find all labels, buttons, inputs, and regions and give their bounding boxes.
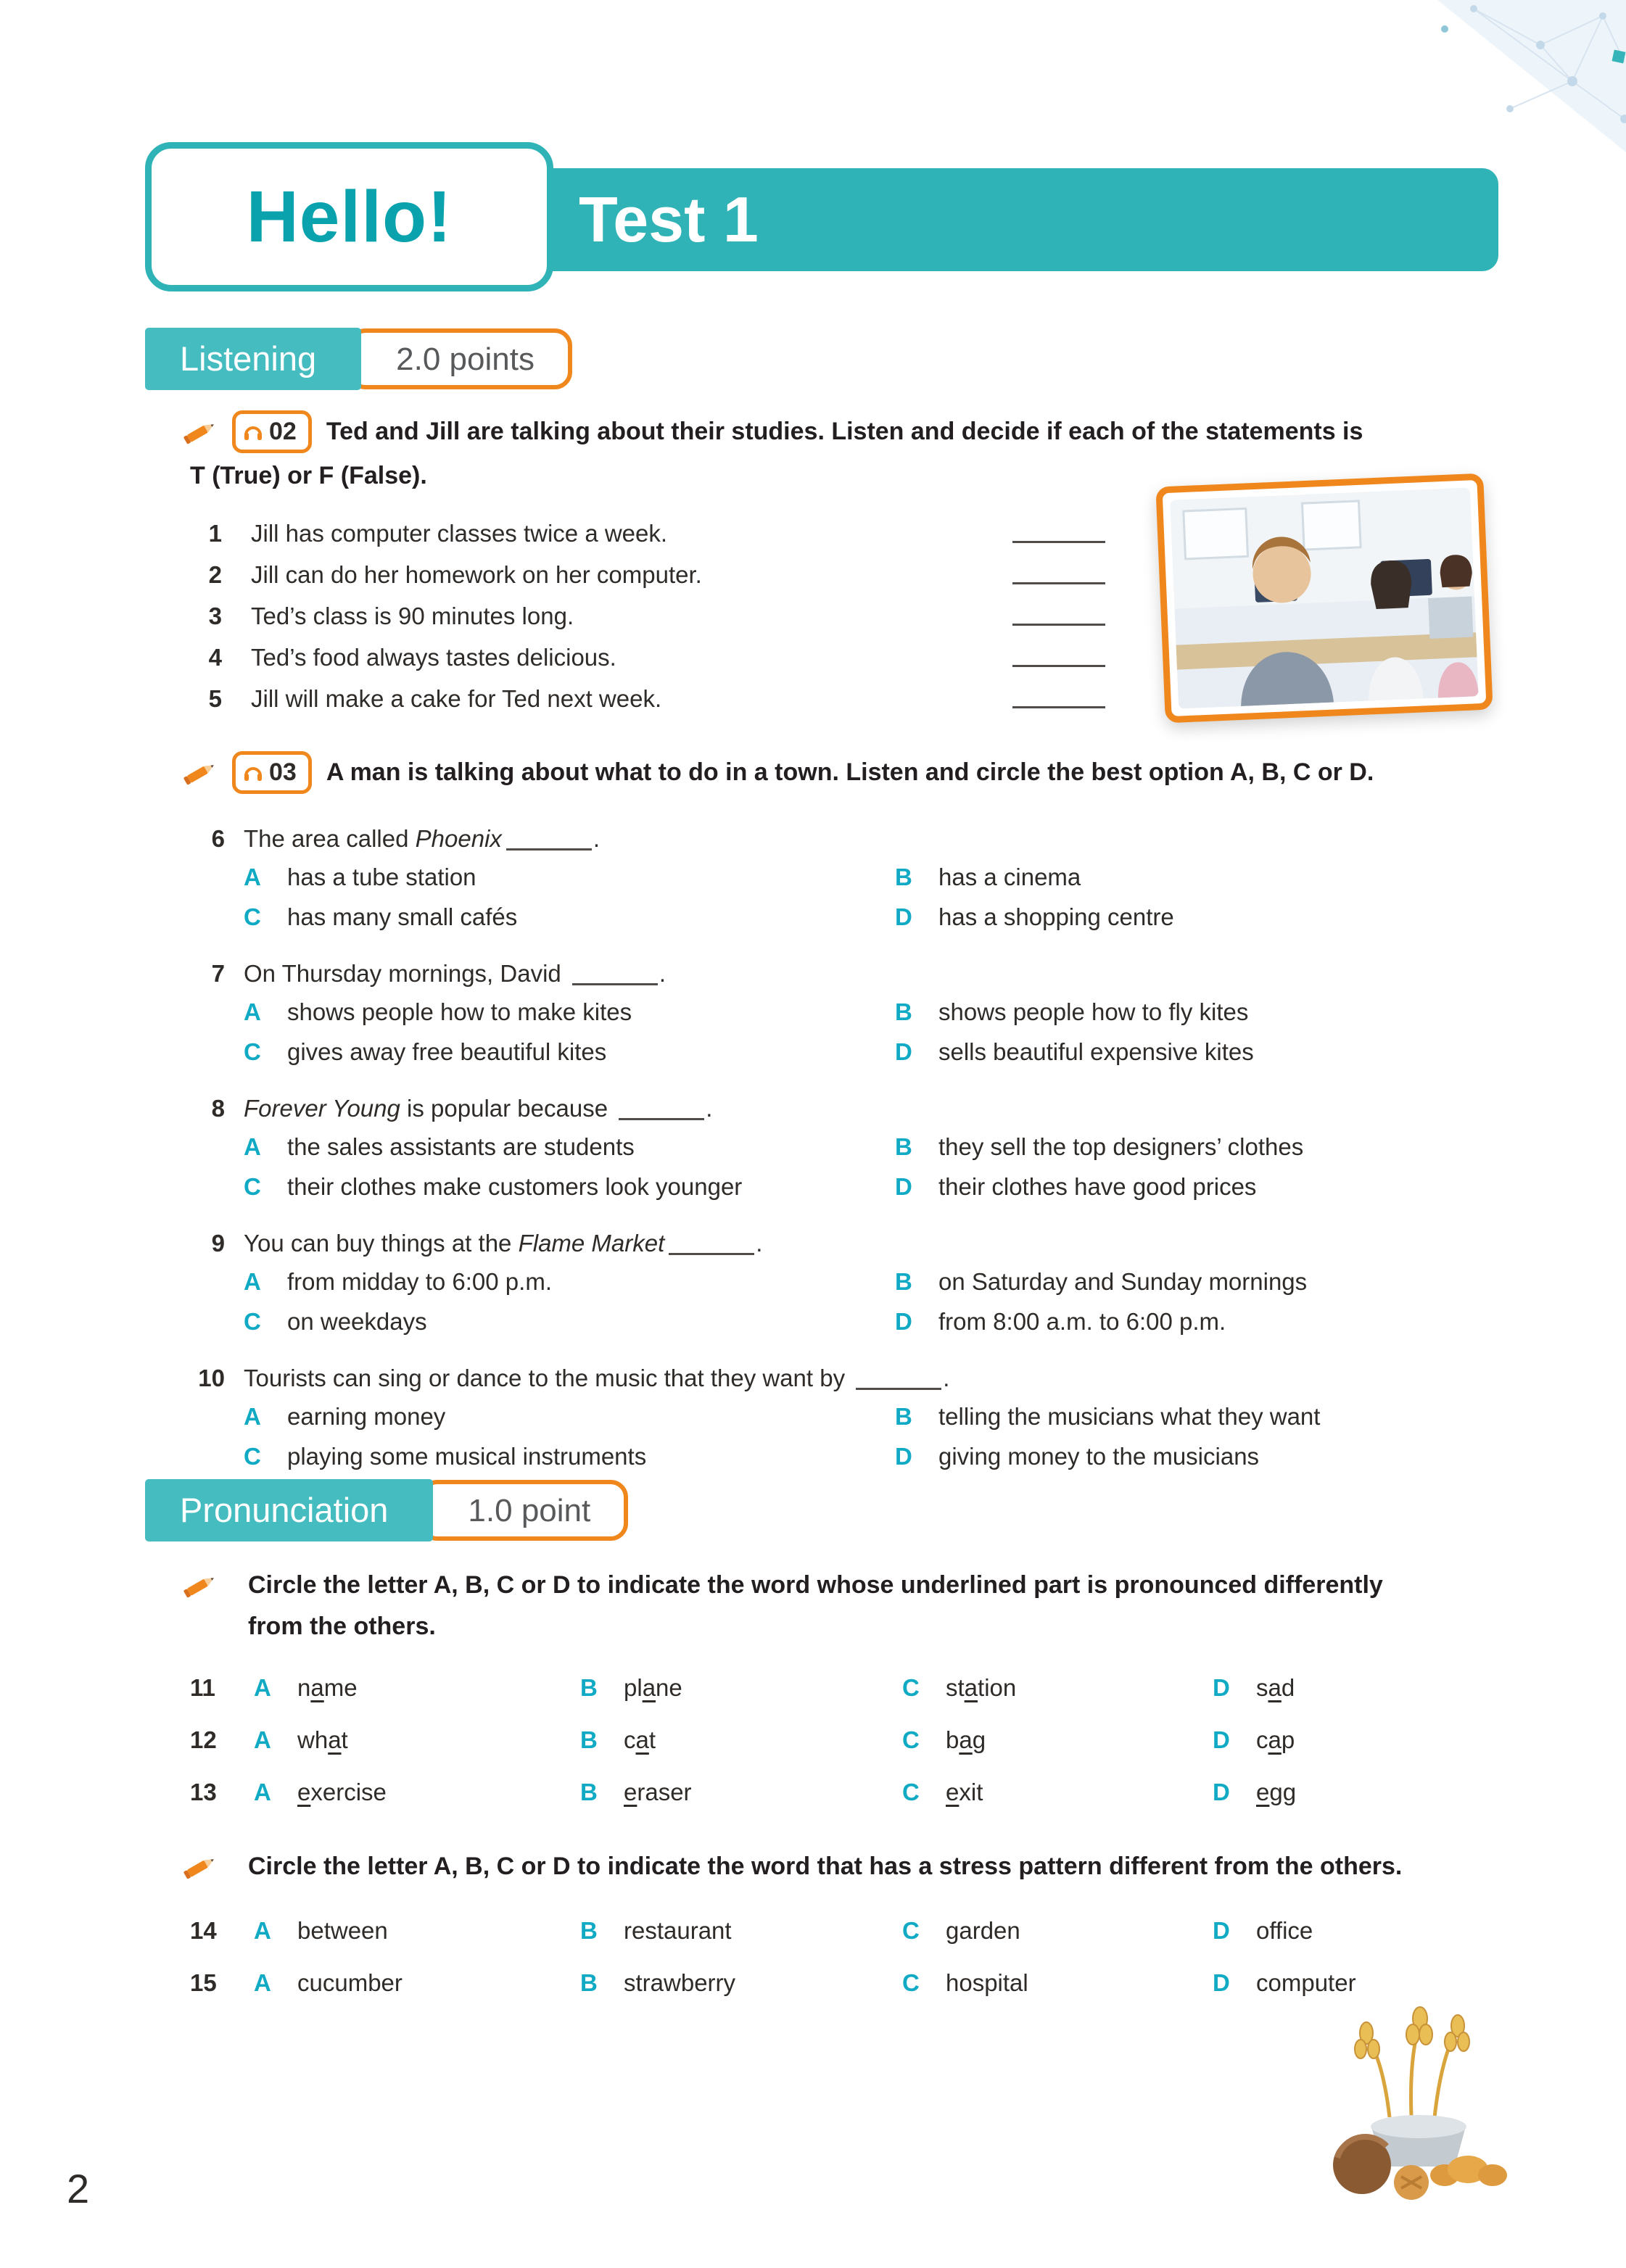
option [895,1439,1530,1474]
option [244,899,895,935]
option-text: playing some musical instruments [287,1442,647,1470]
answer-blank [1012,706,1105,708]
option-letter: B [895,1402,912,1430]
item-text: Ted’s food always tastes delicious. [251,643,616,671]
option-word: station [946,1673,1017,1701]
page-number: 2 [67,2166,90,2211]
section-title-listening: Listening [145,328,361,390]
option-text: on weekdays [287,1307,427,1335]
option [902,1968,1213,1998]
option-text: on Saturday and Sunday mornings [938,1267,1308,1295]
option-letter: A [254,1779,271,1805]
option-letter: D [1213,1673,1230,1701]
answer-blank [1012,541,1105,543]
item-number: 11 [190,1673,215,1701]
answer-blank [619,1118,704,1120]
option-word: what [297,1726,348,1753]
option-letter: C [902,1779,920,1805]
task3-instruction-line2: from the others. [248,1613,436,1640]
option-text: shows people how to fly kites [938,998,1249,1025]
option [244,1304,895,1339]
option [580,1968,902,1998]
option [244,1034,895,1069]
pron-item [190,1725,1530,1755]
option-letter: D [1213,1726,1230,1753]
option [244,994,895,1030]
question-number: 6 [211,824,225,852]
pron-item [190,1777,1530,1807]
question-number: 8 [211,1094,225,1122]
pron-item [190,1916,1530,1945]
item-text: Jill will make a cake for Ted next week. [251,684,662,712]
option-letter: A [254,1726,271,1753]
option-letter: B [895,863,912,890]
option-letter: D [895,1172,912,1200]
pronunciation-section-header [145,1479,628,1541]
option-letter: B [895,998,912,1025]
question [181,819,1530,935]
question-number: 10 [198,1364,225,1391]
question [181,1223,1530,1339]
pronunciation-points-badge: 1.0 point [420,1480,628,1541]
question [181,953,1530,1069]
task1-instruction-line2: T (True) or F (False). [190,461,427,489]
headphones-icon [243,763,263,782]
option-letter: A [254,1917,271,1944]
option-text: their clothes make customers look younger [287,1172,743,1200]
option [244,1399,895,1434]
tf-item [190,678,1105,719]
answer-blank [1012,665,1105,667]
option [1213,1673,1530,1702]
answer-blank [572,983,658,985]
option-letter: A [254,1673,271,1701]
option [244,1129,895,1164]
mcq-list [181,819,1530,1474]
question-stem [244,1223,762,1264]
option-letter: C [902,1917,920,1944]
test-title: Test 1 [579,183,759,255]
option-letter: D [895,903,912,930]
option-text: their clothes have good prices [938,1172,1257,1200]
answer-blank [856,1388,941,1390]
item-number: 1 [208,519,222,547]
audio-track-badge [232,751,312,794]
option-word: between [297,1917,388,1944]
pronunciation-task-1 [181,1566,1530,1829]
sound-items [190,1673,1530,1808]
item-text: Ted’s class is 90 minutes long. [251,602,574,629]
option-letter: B [580,1779,598,1805]
tf-item [190,554,1105,595]
true-false-list [190,513,1105,719]
option-word: restaurant [624,1917,732,1944]
option-letter: B [895,1133,912,1160]
stem-pre: The area called [244,824,416,852]
option-letter: B [580,1726,598,1753]
stem-end: . [756,1229,763,1257]
item-text: Jill can do her homework on her computer. [251,560,702,588]
option-word: cucumber [297,1969,403,1997]
task1-instruction-line1: Ted and Jill are talking about their studies. Listen and decide if each of the statements is [326,418,1363,445]
option [254,1777,580,1807]
option-letter: D [895,1038,912,1065]
option [1213,1725,1530,1755]
option [895,1264,1530,1299]
answer-blank [506,848,592,850]
tf-item [190,595,1105,637]
option-word: cap [1256,1726,1295,1753]
section-title-pronunciation: Pronunciation [145,1479,433,1541]
question [181,1088,1530,1204]
option-text: earning money [287,1402,446,1430]
option [895,1169,1530,1204]
stem-end: . [943,1364,950,1391]
option-word: computer [1256,1969,1356,1997]
option-letter: B [580,1917,598,1944]
option [895,1304,1530,1339]
option-text: has a shopping centre [938,903,1174,930]
stem-pre: Tourists can sing or dance to the music that they want by [244,1364,852,1391]
option [244,859,895,895]
option-letter: C [244,903,261,930]
option-text: giving money to the musicians [938,1442,1260,1470]
option [895,994,1530,1030]
task4-instruction: Circle the letter A, B, C or D to indicate the word that has a stress pattern different from the others. [248,1852,1403,1880]
pencil-icon [181,1847,219,1885]
pencil-icon [181,753,219,791]
option [895,1399,1530,1434]
option [244,1264,895,1299]
stem-pre: On Thursday mornings, David [244,959,568,987]
option-letter: A [244,1267,261,1295]
option-word: garden [946,1917,1020,1944]
item-number: 15 [190,1969,217,1997]
item-number: 4 [208,643,222,671]
stem-pre: You can buy things at the [244,1229,519,1257]
answer-blank [1012,624,1105,626]
option-word: bag [946,1726,986,1753]
question [181,1358,1530,1474]
option [254,1968,580,1998]
item-number: 5 [208,684,222,712]
stem-italic: Flame Market [518,1229,665,1257]
option-text: sells beautiful expensive kites [938,1038,1254,1065]
option-letter: C [902,1673,920,1701]
question-stem [244,1358,949,1399]
bread-illustration [1303,1992,1535,2210]
option [254,1673,580,1702]
option [244,1439,895,1474]
option-text: from midday to 6:00 p.m. [287,1267,552,1295]
option-word: office [1256,1917,1313,1944]
question-stem [244,1088,712,1129]
audio-track-number: 03 [269,758,297,786]
stem-end: . [593,824,601,852]
option-word: sad [1256,1673,1295,1701]
option-letter: A [244,998,261,1025]
option-word: exercise [297,1779,387,1805]
option-letter: C [244,1307,261,1335]
question-stem [244,819,600,859]
option-letter: A [244,1402,261,1430]
option [254,1725,580,1755]
option-word: egg [1256,1779,1297,1805]
option [895,1034,1530,1069]
option [580,1777,902,1807]
option-letter: B [580,1969,598,1997]
option-letter: B [580,1673,598,1701]
stem-italic: Forever Young [244,1094,400,1122]
headphones-icon [243,422,263,441]
option [580,1673,902,1702]
option-word: cat [624,1726,656,1753]
tf-item [190,637,1105,678]
hello-logo [145,142,553,291]
question-number: 9 [211,1229,225,1257]
listening-points-badge: 2.0 points [348,328,572,389]
stem-mid: is popular because [400,1094,615,1122]
stress-items [190,1916,1530,1998]
option [580,1725,902,1755]
test-title-banner [527,168,1498,271]
option [1213,1777,1530,1807]
option [902,1673,1213,1702]
listening-task-2 [181,751,1530,1493]
option-word: eraser [624,1779,692,1805]
option [1213,1916,1530,1945]
stem-italic: Phoenix [415,824,502,852]
option-letter: D [1213,1917,1230,1944]
option [580,1916,902,1945]
listening-section-header [145,328,572,390]
item-number: 2 [208,560,222,588]
audio-track-badge [232,410,312,453]
question-number: 7 [211,959,225,987]
option-text: has a tube station [287,863,476,890]
item-number: 14 [190,1917,217,1944]
option [895,1129,1530,1164]
option [244,1169,895,1204]
item-number: 12 [190,1726,217,1753]
question-stem [244,953,666,994]
option-letter: C [244,1442,261,1470]
option-letter: B [895,1267,912,1295]
tf-item [190,513,1105,554]
option-text: has many small cafés [287,903,518,930]
option-text: the sales assistants are students [287,1133,635,1160]
option-text: they sell the top designers’ clothes [938,1133,1304,1160]
stem-end: . [706,1094,713,1122]
option-word: name [297,1673,358,1701]
audio-track-number: 02 [269,418,297,445]
option-text: telling the musicians what they want [938,1402,1321,1430]
option-letter: D [1213,1779,1230,1805]
item-text: Jill has computer classes twice a week. [251,519,668,547]
hello-text: Hello! [246,175,453,257]
option [902,1916,1213,1945]
option-letter: C [244,1038,261,1065]
classroom-photo [1155,473,1493,724]
option [902,1777,1213,1807]
option-text: has a cinema [938,863,1081,890]
task2-instruction: A man is talking about what to do in a town. Listen and circle the best option A, B, C or D. [326,758,1374,786]
option-letter: A [244,863,261,890]
option-text: gives away free beautiful kites [287,1038,607,1065]
pencil-icon [181,413,219,450]
option-letter: A [254,1969,271,1997]
item-number: 13 [190,1779,217,1805]
option [254,1916,580,1945]
option [895,899,1530,935]
answer-blank [1012,582,1105,584]
answer-blank [669,1253,754,1255]
option-letter: C [244,1172,261,1200]
option [895,859,1530,895]
item-number: 3 [208,602,222,629]
option [902,1725,1213,1755]
option-text: from 8:00 a.m. to 6:00 p.m. [938,1307,1226,1335]
option-letter: D [895,1442,912,1470]
option-letter: A [244,1133,261,1160]
task3-instruction-line1: Circle the letter A, B, C or D to indicate the word whose underlined part is pronounced differently [248,1570,1383,1599]
option-letter: C [902,1726,920,1753]
option-letter: D [895,1307,912,1335]
option-text: shows people how to make kites [287,998,632,1025]
option-word: hospital [946,1969,1028,1997]
option-word: plane [624,1673,682,1701]
option-word: strawberry [624,1969,736,1997]
stem-end: . [659,959,667,987]
option-word: exit [946,1779,983,1805]
pencil-icon [181,1566,219,1604]
pron-item [190,1673,1530,1702]
option-letter: D [1213,1969,1230,1997]
option-letter: C [902,1969,920,1997]
